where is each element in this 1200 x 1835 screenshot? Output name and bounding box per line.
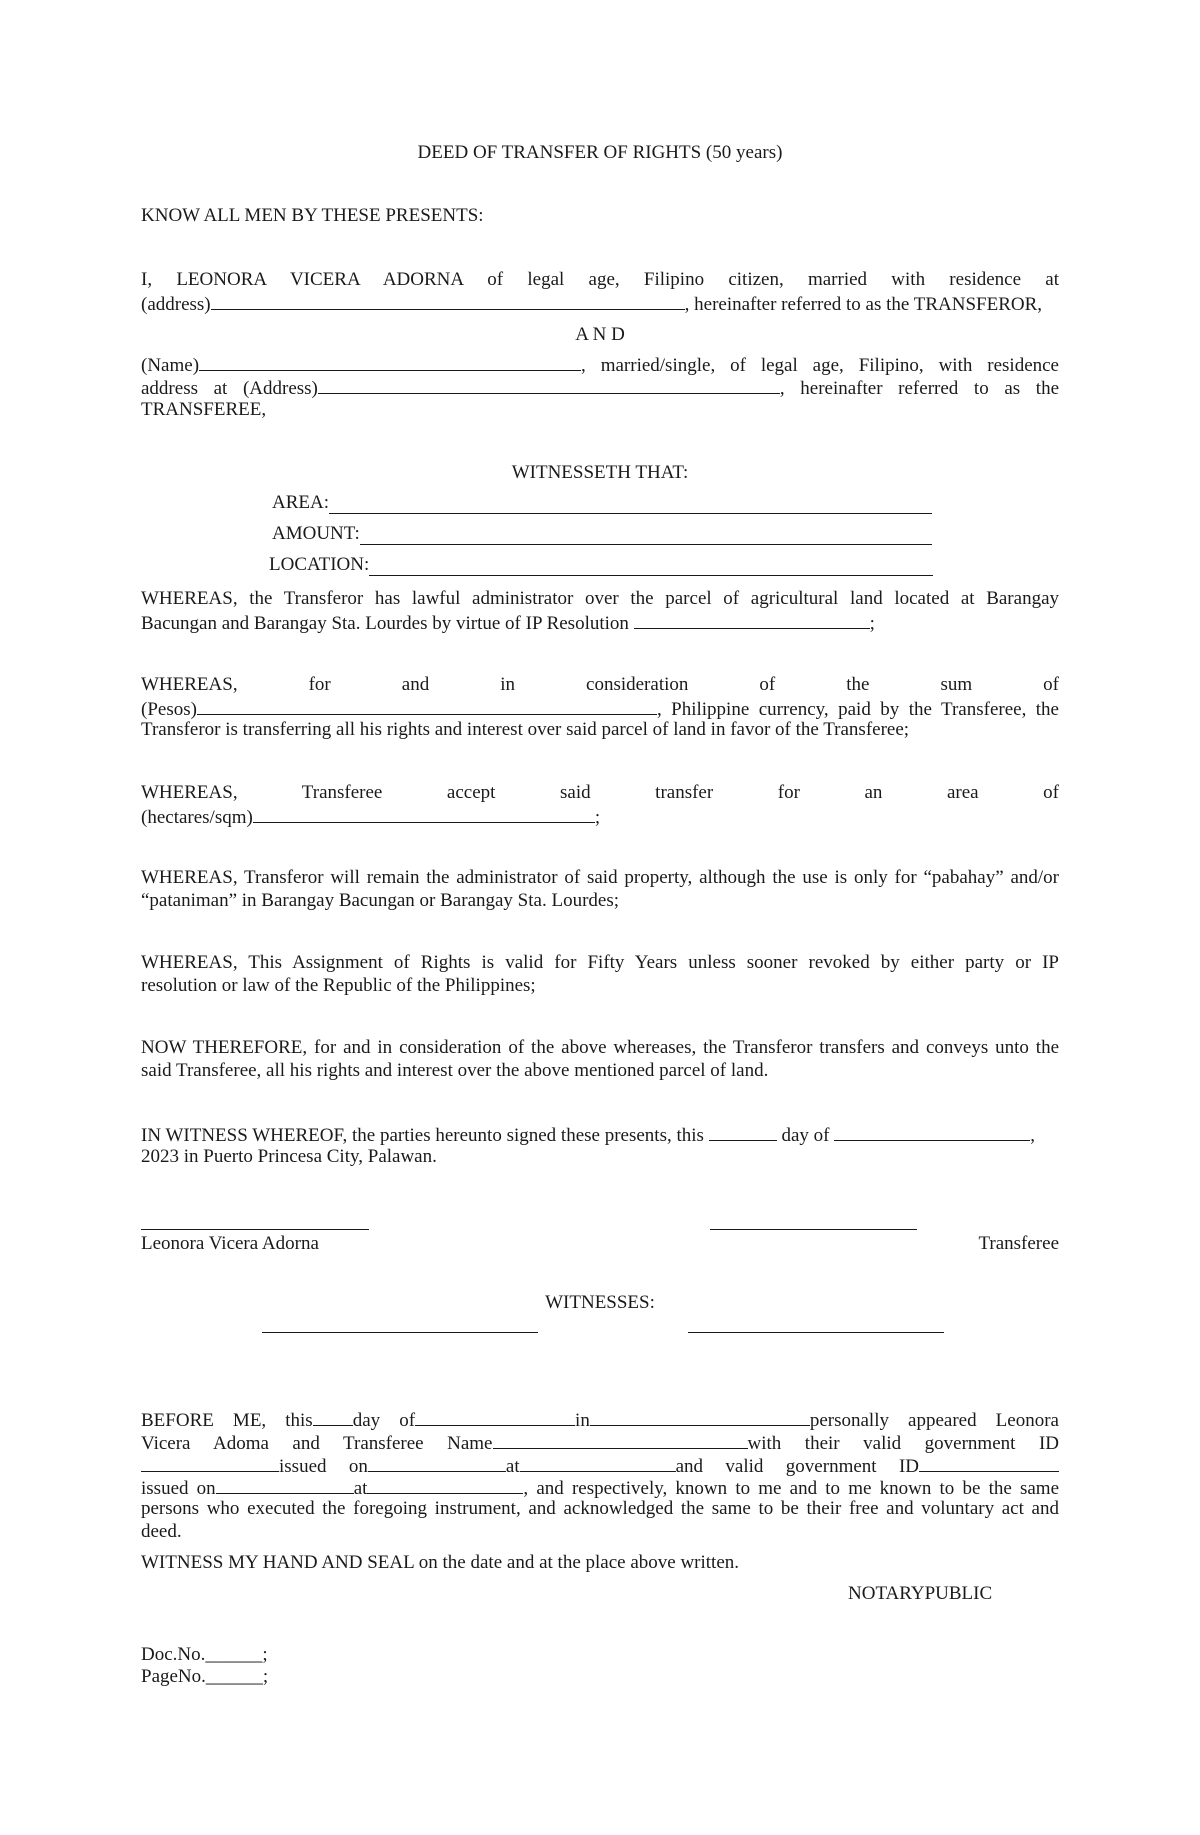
amount-label: AMOUNT: bbox=[272, 523, 360, 544]
location-field bbox=[269, 553, 933, 576]
transferee-line-3: TRANSFEREE, bbox=[141, 399, 267, 420]
amount-field bbox=[272, 522, 932, 545]
whereas-2-line-3: Transferor is transferring all his rights and interest over said parcel of land in favor of the Transferee; bbox=[141, 719, 910, 740]
notary-gov-id-text: with their valid government ID bbox=[747, 1433, 1060, 1454]
transferor-name: Leonora Vicera Adorna bbox=[141, 1233, 319, 1254]
notary-in-text: in bbox=[575, 1410, 590, 1431]
transferee-label: Transferee bbox=[978, 1233, 1059, 1254]
whereas-4-line-2: “pataniman” in Barangay Bacungan or Barangay Sta. Lourdes; bbox=[141, 890, 619, 911]
witnesses-heading: WITNESSES: bbox=[545, 1292, 655, 1313]
transferor-line-2 bbox=[141, 291, 1059, 316]
notary-place-blank[interactable] bbox=[590, 1407, 810, 1426]
whereas-1-line-1: WHEREAS, the Transferor has lawful administrator over the parcel of agricultural land located at Barangay bbox=[141, 588, 1059, 609]
document-title: DEED OF TRANSFER OF RIGHTS (50 years) bbox=[417, 142, 783, 163]
transferee-name-blank[interactable] bbox=[199, 352, 581, 371]
notary-at-text: at bbox=[505, 1456, 520, 1477]
page-no: PageNo.______; bbox=[141, 1666, 269, 1687]
transferor-line-1: I, LEONORA VICERA ADORNA of legal age, Filipino citizen, married with residence at bbox=[141, 269, 1059, 290]
notary-line-5: persons who executed the foregoing instrument, and acknowledged the same to be their free and voluntary act and bbox=[141, 1498, 1059, 1519]
notary-public-label: NOTARYPUBLIC bbox=[848, 1583, 993, 1604]
doc-no: Doc.No.______; bbox=[141, 1644, 268, 1665]
transferee-address-suffix: , hereinafter referred to as the bbox=[779, 378, 1059, 399]
location-blank[interactable] bbox=[369, 555, 933, 576]
transferee-address-prefix: address at (Address) bbox=[141, 378, 318, 399]
transferee-address-blank[interactable] bbox=[318, 375, 780, 394]
notary-month-blank[interactable] bbox=[415, 1407, 575, 1426]
amount-blank[interactable] bbox=[360, 524, 932, 545]
notary-issued-place-2-blank[interactable] bbox=[367, 1475, 523, 1494]
and-separator: A N D bbox=[575, 324, 625, 345]
in-witness-line-1 bbox=[141, 1122, 1059, 1147]
notary-line-2 bbox=[141, 1430, 1059, 1455]
hectares-label: (hectares/sqm) bbox=[141, 807, 253, 828]
now-therefore-line-2: said Transferee, all his rights and interest over the above mentioned parcel of land. bbox=[141, 1060, 769, 1081]
notary-issued-date-2-blank[interactable] bbox=[216, 1475, 354, 1494]
whereas-1-end: ; bbox=[869, 613, 875, 634]
ip-resolution-text: Bacungan and Barangay Sta. Lourdes by virtue of IP Resolution bbox=[141, 613, 629, 634]
pesos-blank[interactable] bbox=[197, 696, 657, 715]
location-label: LOCATION: bbox=[269, 554, 370, 575]
area-label: AREA: bbox=[272, 492, 329, 513]
whereas-2-suffix: , Philippine currency, paid by the Transferee, the bbox=[656, 699, 1059, 720]
whereas-5-line-1: WHEREAS, This Assignment of Rights is valid for Fifty Years unless sooner revoked by either party or IP bbox=[141, 952, 1059, 973]
in-witness-comma: , bbox=[1030, 1125, 1035, 1146]
area-blank[interactable] bbox=[329, 493, 932, 514]
day-blank[interactable] bbox=[709, 1122, 777, 1141]
whereas-1-line-2 bbox=[141, 610, 1059, 635]
day-of-text: day of bbox=[781, 1125, 830, 1146]
notary-transferee-name-blank[interactable] bbox=[493, 1430, 748, 1449]
witness-1-signature-line[interactable] bbox=[262, 1331, 538, 1333]
notary-issued-date-1-blank[interactable] bbox=[368, 1453, 506, 1472]
know-all-heading: KNOW ALL MEN BY THESE PRESENTS: bbox=[141, 205, 484, 226]
whereas-3-line-1: WHEREAS, Transferee accept said transfer for an area of bbox=[141, 782, 1059, 803]
in-witness-line-2: 2023 in Puerto Princesa City, Palawan. bbox=[141, 1146, 437, 1167]
notary-day-blank[interactable] bbox=[313, 1407, 353, 1426]
notary-transferee-name-text: Vicera Adoma and Transferee Name bbox=[141, 1433, 493, 1454]
in-witness-text: IN WITNESS WHEREOF, the parties hereunto signed these presents, this bbox=[141, 1125, 704, 1146]
whereas-2-line-1: WHEREAS, for and in consideration of the sum of bbox=[141, 674, 1059, 695]
ip-resolution-blank[interactable] bbox=[634, 610, 870, 629]
before-me-text: BEFORE ME, this bbox=[141, 1410, 313, 1431]
address-label: (address) bbox=[141, 294, 211, 315]
whereas-3-line-2 bbox=[141, 804, 1059, 829]
notary-valid-id-text: and valid government ID bbox=[675, 1456, 919, 1477]
notary-known-text: , and respectively, known to me and to me known to be the same bbox=[523, 1478, 1060, 1499]
witness-2-signature-line[interactable] bbox=[688, 1331, 944, 1333]
notary-issued-on-text: issued on bbox=[279, 1456, 368, 1477]
notary-appeared-text: personally appeared Leonora bbox=[809, 1410, 1059, 1431]
transferor-address-blank[interactable] bbox=[211, 291, 685, 310]
whereas-3-end: ; bbox=[594, 807, 601, 828]
area-field bbox=[272, 491, 932, 514]
month-blank[interactable] bbox=[834, 1122, 1030, 1141]
notary-line-1 bbox=[141, 1407, 1059, 1432]
pesos-label: (Pesos) bbox=[141, 699, 197, 720]
name-label: (Name) bbox=[141, 355, 200, 376]
notary-day-of-text: day of bbox=[352, 1410, 416, 1431]
witnesseth-heading: WITNESSETH THAT: bbox=[511, 462, 689, 483]
transferor-signature-line[interactable] bbox=[141, 1228, 369, 1230]
notary-id-1-blank[interactable] bbox=[141, 1453, 279, 1472]
transferor-suffix: , hereinafter referred to as the TRANSFEROR, bbox=[684, 294, 1043, 315]
notary-issued-place-1-blank[interactable] bbox=[520, 1453, 676, 1472]
hectares-blank[interactable] bbox=[253, 804, 595, 823]
transferee-signature-line[interactable] bbox=[710, 1228, 917, 1230]
transferee-line-2 bbox=[141, 375, 1059, 400]
transferee-line1-suffix: , married/single, of legal age, Filipino, with residence bbox=[581, 355, 1059, 376]
whereas-4-line-1: WHEREAS, Transferor will remain the administrator of said property, although the use is only for “pabahay” and/or bbox=[141, 867, 1059, 888]
transferee-line-1 bbox=[141, 352, 1059, 377]
notary-id-2-blank[interactable] bbox=[919, 1453, 1059, 1472]
notary-at-2-text: at bbox=[353, 1478, 368, 1499]
now-therefore-line-1: NOW THEREFORE, for and in consideration of the above whereases, the Transferor transfers and conveys unto the bbox=[141, 1037, 1059, 1058]
notary-line-6: deed. bbox=[141, 1521, 182, 1542]
witness-hand-and-seal: WITNESS MY HAND AND SEAL on the date and at the place above written. bbox=[141, 1552, 740, 1573]
notary-issued-on-2-text: issued on bbox=[141, 1478, 216, 1499]
whereas-5-line-2: resolution or law of the Republic of the Philippines; bbox=[141, 975, 536, 996]
